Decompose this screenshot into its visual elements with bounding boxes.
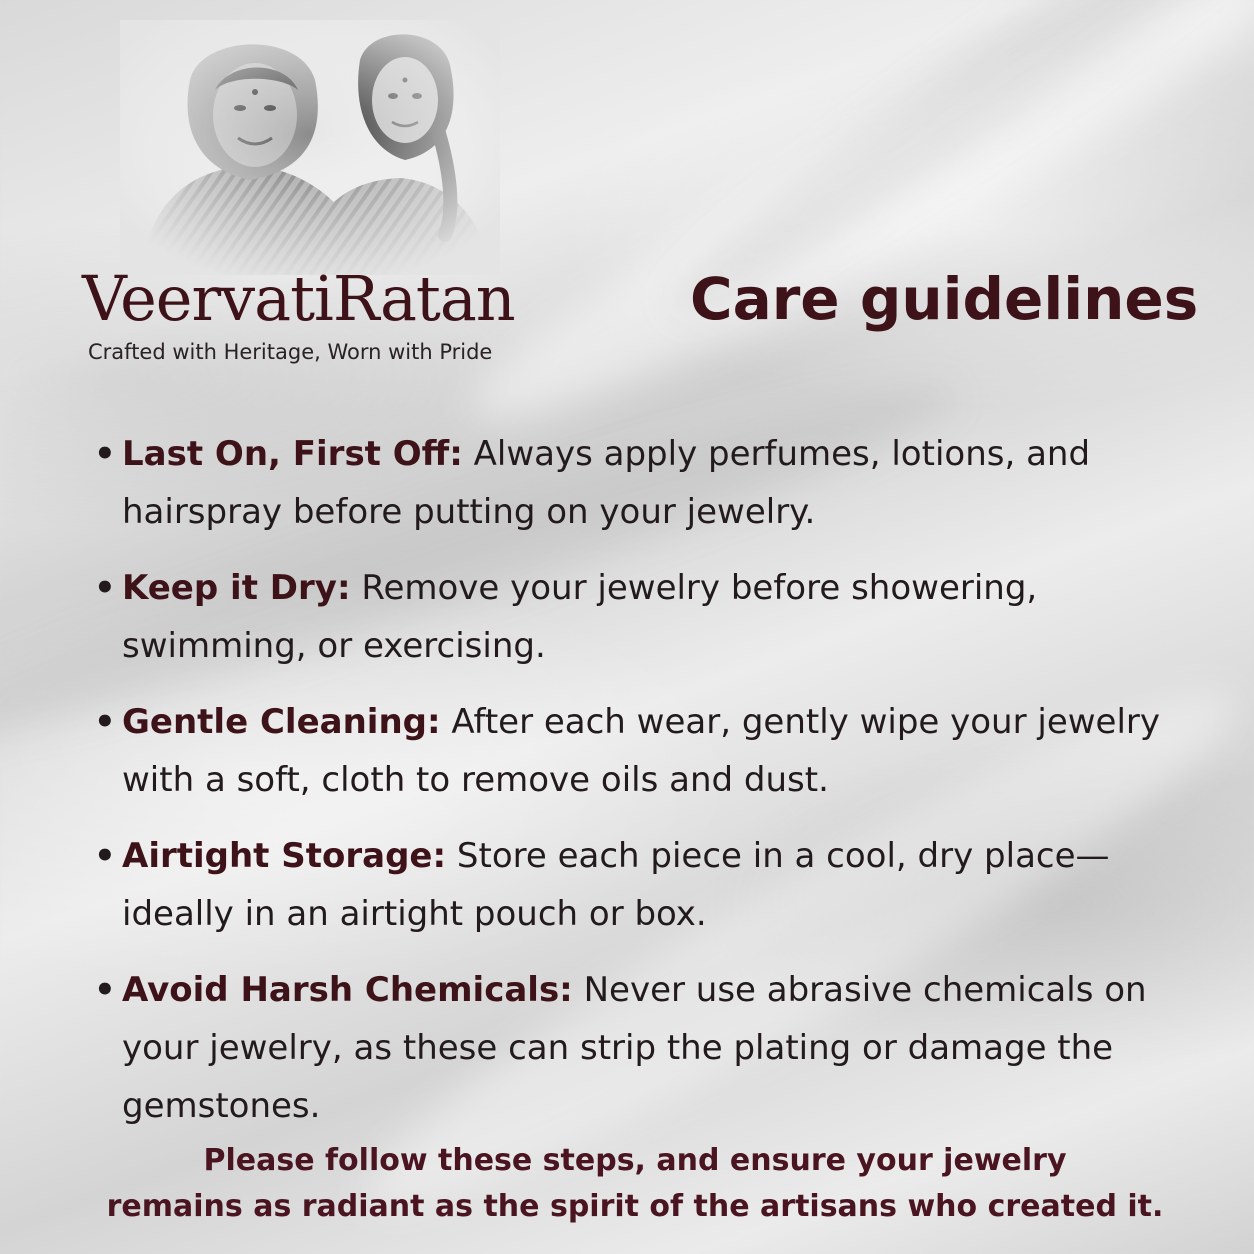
closing-line: Please follow these steps, and ensure your jewelry (203, 1143, 1067, 1178)
page-title: Care guidelines (690, 265, 1199, 333)
guideline-text: After each wear, gently wipe your jewelry with a soft, cloth to remove oils and dust. (122, 702, 1161, 800)
guideline-text: Remove your jewelry before showering, swimming, or exercising. (122, 568, 1038, 666)
closing-message (60, 1138, 1210, 1230)
closing-line: remains as radiant as the spirit of the artisans who created it. (106, 1189, 1164, 1224)
silk-fold (445, 0, 1254, 464)
guideline-item (90, 693, 1180, 809)
bullet-icon: • (94, 836, 116, 876)
bullet-icon: • (94, 702, 116, 742)
brand-logo-text: VeervatiRatan (82, 262, 515, 335)
guideline-heading: Keep it Dry: (122, 568, 351, 608)
guidelines-list (90, 425, 1180, 1153)
guideline-item (90, 559, 1180, 675)
guideline-text: Always apply perfumes, lotions, and hairspray before putting on your jewelry. (122, 434, 1091, 532)
guideline-item (90, 827, 1180, 943)
bullet-icon: • (94, 970, 116, 1010)
guideline-item (90, 961, 1180, 1135)
brand-tagline: Crafted with Heritage, Worn with Pride (88, 340, 493, 364)
guideline-heading: Last On, First Off: (122, 434, 463, 474)
bullet-icon: • (94, 568, 116, 608)
guideline-heading: Avoid Harsh Chemicals: (122, 970, 573, 1010)
portrait-image (120, 20, 500, 275)
guideline-heading: Airtight Storage: (122, 836, 447, 876)
guideline-text: Never use abrasive chemicals on your jewelry, as these can strip the plating or damage the gemstones. (122, 970, 1147, 1126)
guideline-heading: Gentle Cleaning: (122, 702, 441, 742)
guideline-item (90, 425, 1180, 541)
guideline-text: Store each piece in a cool, dry place—ideally in an airtight pouch or box. (122, 836, 1110, 934)
bullet-icon: • (94, 434, 116, 474)
